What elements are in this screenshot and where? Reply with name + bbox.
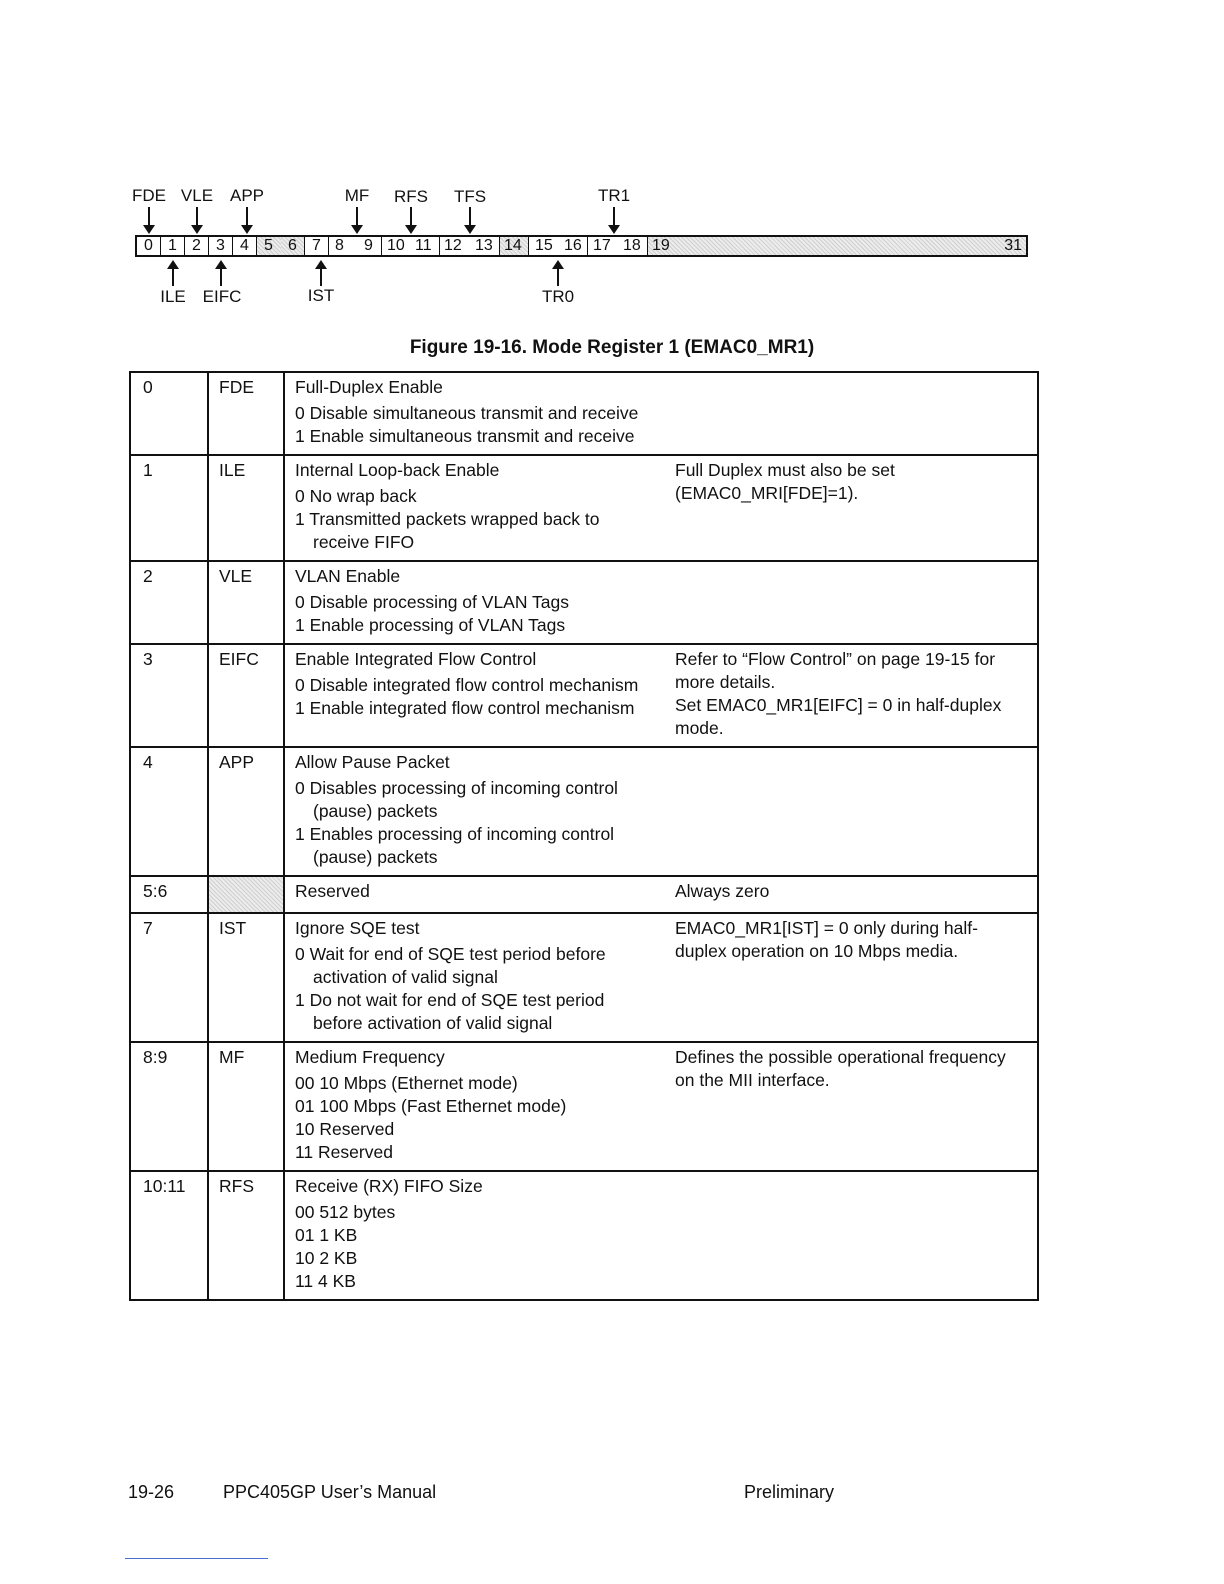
label-fde: FDE xyxy=(132,186,166,205)
field-option: 0 Disables processing of incoming control (pause) packets xyxy=(295,778,618,821)
field-description xyxy=(284,913,665,1042)
field-title: Full-Duplex Enable xyxy=(295,377,443,397)
field-note: Defines the possible operational frequency on the MII interface. xyxy=(675,1047,1006,1090)
field-option: 01 1 KB xyxy=(295,1225,358,1245)
field-notes xyxy=(665,1042,1038,1171)
field-description xyxy=(284,1042,665,1171)
bit-cell: 15 xyxy=(535,237,553,254)
bit-cell-reserved: 5 xyxy=(257,237,281,255)
field-notes xyxy=(665,455,1038,561)
field-note: Always zero xyxy=(675,881,770,901)
page-number: 19-26 xyxy=(128,1482,175,1502)
field-row xyxy=(130,1171,1038,1300)
footer-rule xyxy=(125,1558,268,1559)
bit-cell: 13 xyxy=(469,237,500,255)
field-row xyxy=(130,561,1038,644)
field-notes xyxy=(665,372,1038,455)
arrow-down-icon xyxy=(246,207,248,232)
field-option: 0 Wait for end of SQE test period before activation of valid signal xyxy=(295,944,606,987)
field-row xyxy=(130,372,1038,455)
field-note: Set EMAC0_MR1[EIFC] = 0 in half-duplex mode. xyxy=(675,695,1002,738)
bit-cell-reserved: 6 xyxy=(281,237,305,255)
arrow-up-icon xyxy=(557,262,559,286)
field-name: APP xyxy=(208,747,284,876)
field-option: 00 512 bytes xyxy=(295,1202,396,1222)
field-option: 11 Reserved xyxy=(295,1142,393,1162)
field-title: Medium Frequency xyxy=(295,1047,445,1067)
field-option: 0 No wrap back xyxy=(295,486,417,506)
field-title: Reserved xyxy=(295,881,370,901)
bit-cell-reserved: 14 xyxy=(500,237,529,255)
field-notes xyxy=(665,747,1038,876)
label-vle: VLE xyxy=(180,186,214,205)
field-title: Ignore SQE test xyxy=(295,918,420,938)
field-option: 0 Disable simultaneous transmit and receive xyxy=(295,403,639,423)
arrow-up-icon xyxy=(220,262,222,286)
bit-cell: 11 xyxy=(411,237,440,255)
field-option: 1 Transmitted packets wrapped back to receive FIFO xyxy=(295,509,600,552)
arrow-up-icon xyxy=(172,262,174,286)
field-name: RFS xyxy=(208,1171,284,1300)
field-title: Internal Loop-back Enable xyxy=(295,460,500,480)
field-title: Allow Pause Packet xyxy=(295,752,450,772)
field-option: 1 Enable simultaneous transmit and receive xyxy=(295,426,635,446)
field-bits: 1 xyxy=(130,455,208,561)
field-description xyxy=(284,561,665,644)
bit-cell: 17 xyxy=(593,237,611,254)
field-option: 0 Disable processing of VLAN Tags xyxy=(295,592,569,612)
field-option: 1 Enables processing of incoming control (pause) packets xyxy=(295,824,615,867)
field-bits: 7 xyxy=(130,913,208,1042)
field-name: FDE xyxy=(208,372,284,455)
bit-cell: 1 xyxy=(161,237,185,255)
field-option: 10 Reserved xyxy=(295,1119,395,1139)
field-bits: 4 xyxy=(130,747,208,876)
label-eifc: EIFC xyxy=(202,287,242,306)
field-option: 10 2 KB xyxy=(295,1248,358,1268)
field-title: Enable Integrated Flow Control xyxy=(295,649,537,669)
field-description xyxy=(284,372,665,455)
field-title: VLAN Enable xyxy=(295,566,401,586)
field-option: 1 Enable integrated flow control mechanism xyxy=(295,698,635,718)
bit-cell: 10 xyxy=(387,237,405,254)
bit-cell: 16 xyxy=(558,237,588,255)
field-table xyxy=(129,371,1039,1301)
field-notes xyxy=(665,876,1038,913)
field-notes xyxy=(665,1171,1038,1300)
field-row xyxy=(130,747,1038,876)
label-mf: MF xyxy=(344,186,370,205)
bit-cell: 7 xyxy=(305,237,329,255)
manual-title: PPC405GP User’s Manual xyxy=(223,1482,437,1502)
field-row xyxy=(130,876,1038,913)
label-ist: IST xyxy=(307,286,335,305)
field-row xyxy=(130,455,1038,561)
field-bits: 2 xyxy=(130,561,208,644)
field-name: MF xyxy=(208,1042,284,1171)
label-app: APP xyxy=(229,186,265,205)
field-name: ILE xyxy=(208,455,284,561)
bit-cell: 0 xyxy=(137,237,161,255)
field-notes xyxy=(665,913,1038,1042)
bit-cell: 8 xyxy=(335,237,344,254)
field-note: EMAC0_MR1[IST] = 0 only during half-duplex operation on 10 Mbps media. xyxy=(675,918,978,961)
field-name: VLE xyxy=(208,561,284,644)
status-label: Preliminary xyxy=(744,1482,835,1502)
bit-cell: 3 xyxy=(209,237,233,255)
field-name: IST xyxy=(208,913,284,1042)
field-bits: 5:6 xyxy=(130,876,208,913)
bit-bar xyxy=(135,235,1028,257)
arrow-up-icon xyxy=(320,262,322,286)
bit-cell: 2 xyxy=(185,237,209,255)
field-name xyxy=(208,876,284,913)
arrow-down-icon xyxy=(148,207,150,232)
bit-cell: 12 xyxy=(444,237,462,254)
label-rfs: RFS xyxy=(394,187,428,206)
bit-cell: 4 xyxy=(233,237,257,255)
field-bits: 10:11 xyxy=(130,1171,208,1300)
field-note: Full Duplex must also be set (EMAC0_MRI[FDE]=1). xyxy=(675,460,895,503)
field-option: 1 Do not wait for end of SQE test period before activation of valid signal xyxy=(295,990,605,1033)
field-option: 0 Disable integrated flow control mechanism xyxy=(295,675,639,695)
field-name: EIFC xyxy=(208,644,284,747)
arrow-down-icon xyxy=(613,207,615,232)
bit-cell-reserved-range: 19 31 xyxy=(648,237,1026,255)
field-notes xyxy=(665,561,1038,644)
field-description xyxy=(284,644,665,747)
field-option: 01 100 Mbps (Fast Ethernet mode) xyxy=(295,1096,567,1116)
field-description xyxy=(284,747,665,876)
field-note: Refer to “Flow Control” on page 19-15 for more details. xyxy=(675,649,996,692)
label-tfs: TFS xyxy=(453,187,487,206)
field-bits: 0 xyxy=(130,372,208,455)
field-option: 1 Enable processing of VLAN Tags xyxy=(295,615,566,635)
field-option: 00 10 Mbps (Ethernet mode) xyxy=(295,1073,518,1093)
field-description xyxy=(284,455,665,561)
label-tr1: TR1 xyxy=(597,186,631,205)
arrow-down-icon xyxy=(410,207,412,232)
field-row xyxy=(130,644,1038,747)
arrow-down-icon xyxy=(196,207,198,232)
arrow-down-icon xyxy=(469,207,471,232)
label-ile: ILE xyxy=(160,287,186,306)
bit-cell: 18 xyxy=(617,237,648,255)
label-tr0: TR0 xyxy=(541,287,575,306)
field-description xyxy=(284,1171,665,1300)
field-title: Receive (RX) FIFO Size xyxy=(295,1176,483,1196)
field-option: 11 4 KB xyxy=(295,1271,356,1291)
field-description xyxy=(284,876,665,913)
bit-cell: 9 xyxy=(355,237,382,255)
arrow-down-icon xyxy=(356,207,358,232)
field-row xyxy=(130,1042,1038,1171)
figure-caption: Figure 19-16. Mode Register 1 (EMAC0_MR1) xyxy=(409,337,815,358)
field-bits: 8:9 xyxy=(130,1042,208,1171)
field-bits: 3 xyxy=(130,644,208,747)
field-row xyxy=(130,913,1038,1042)
field-notes xyxy=(665,644,1038,747)
